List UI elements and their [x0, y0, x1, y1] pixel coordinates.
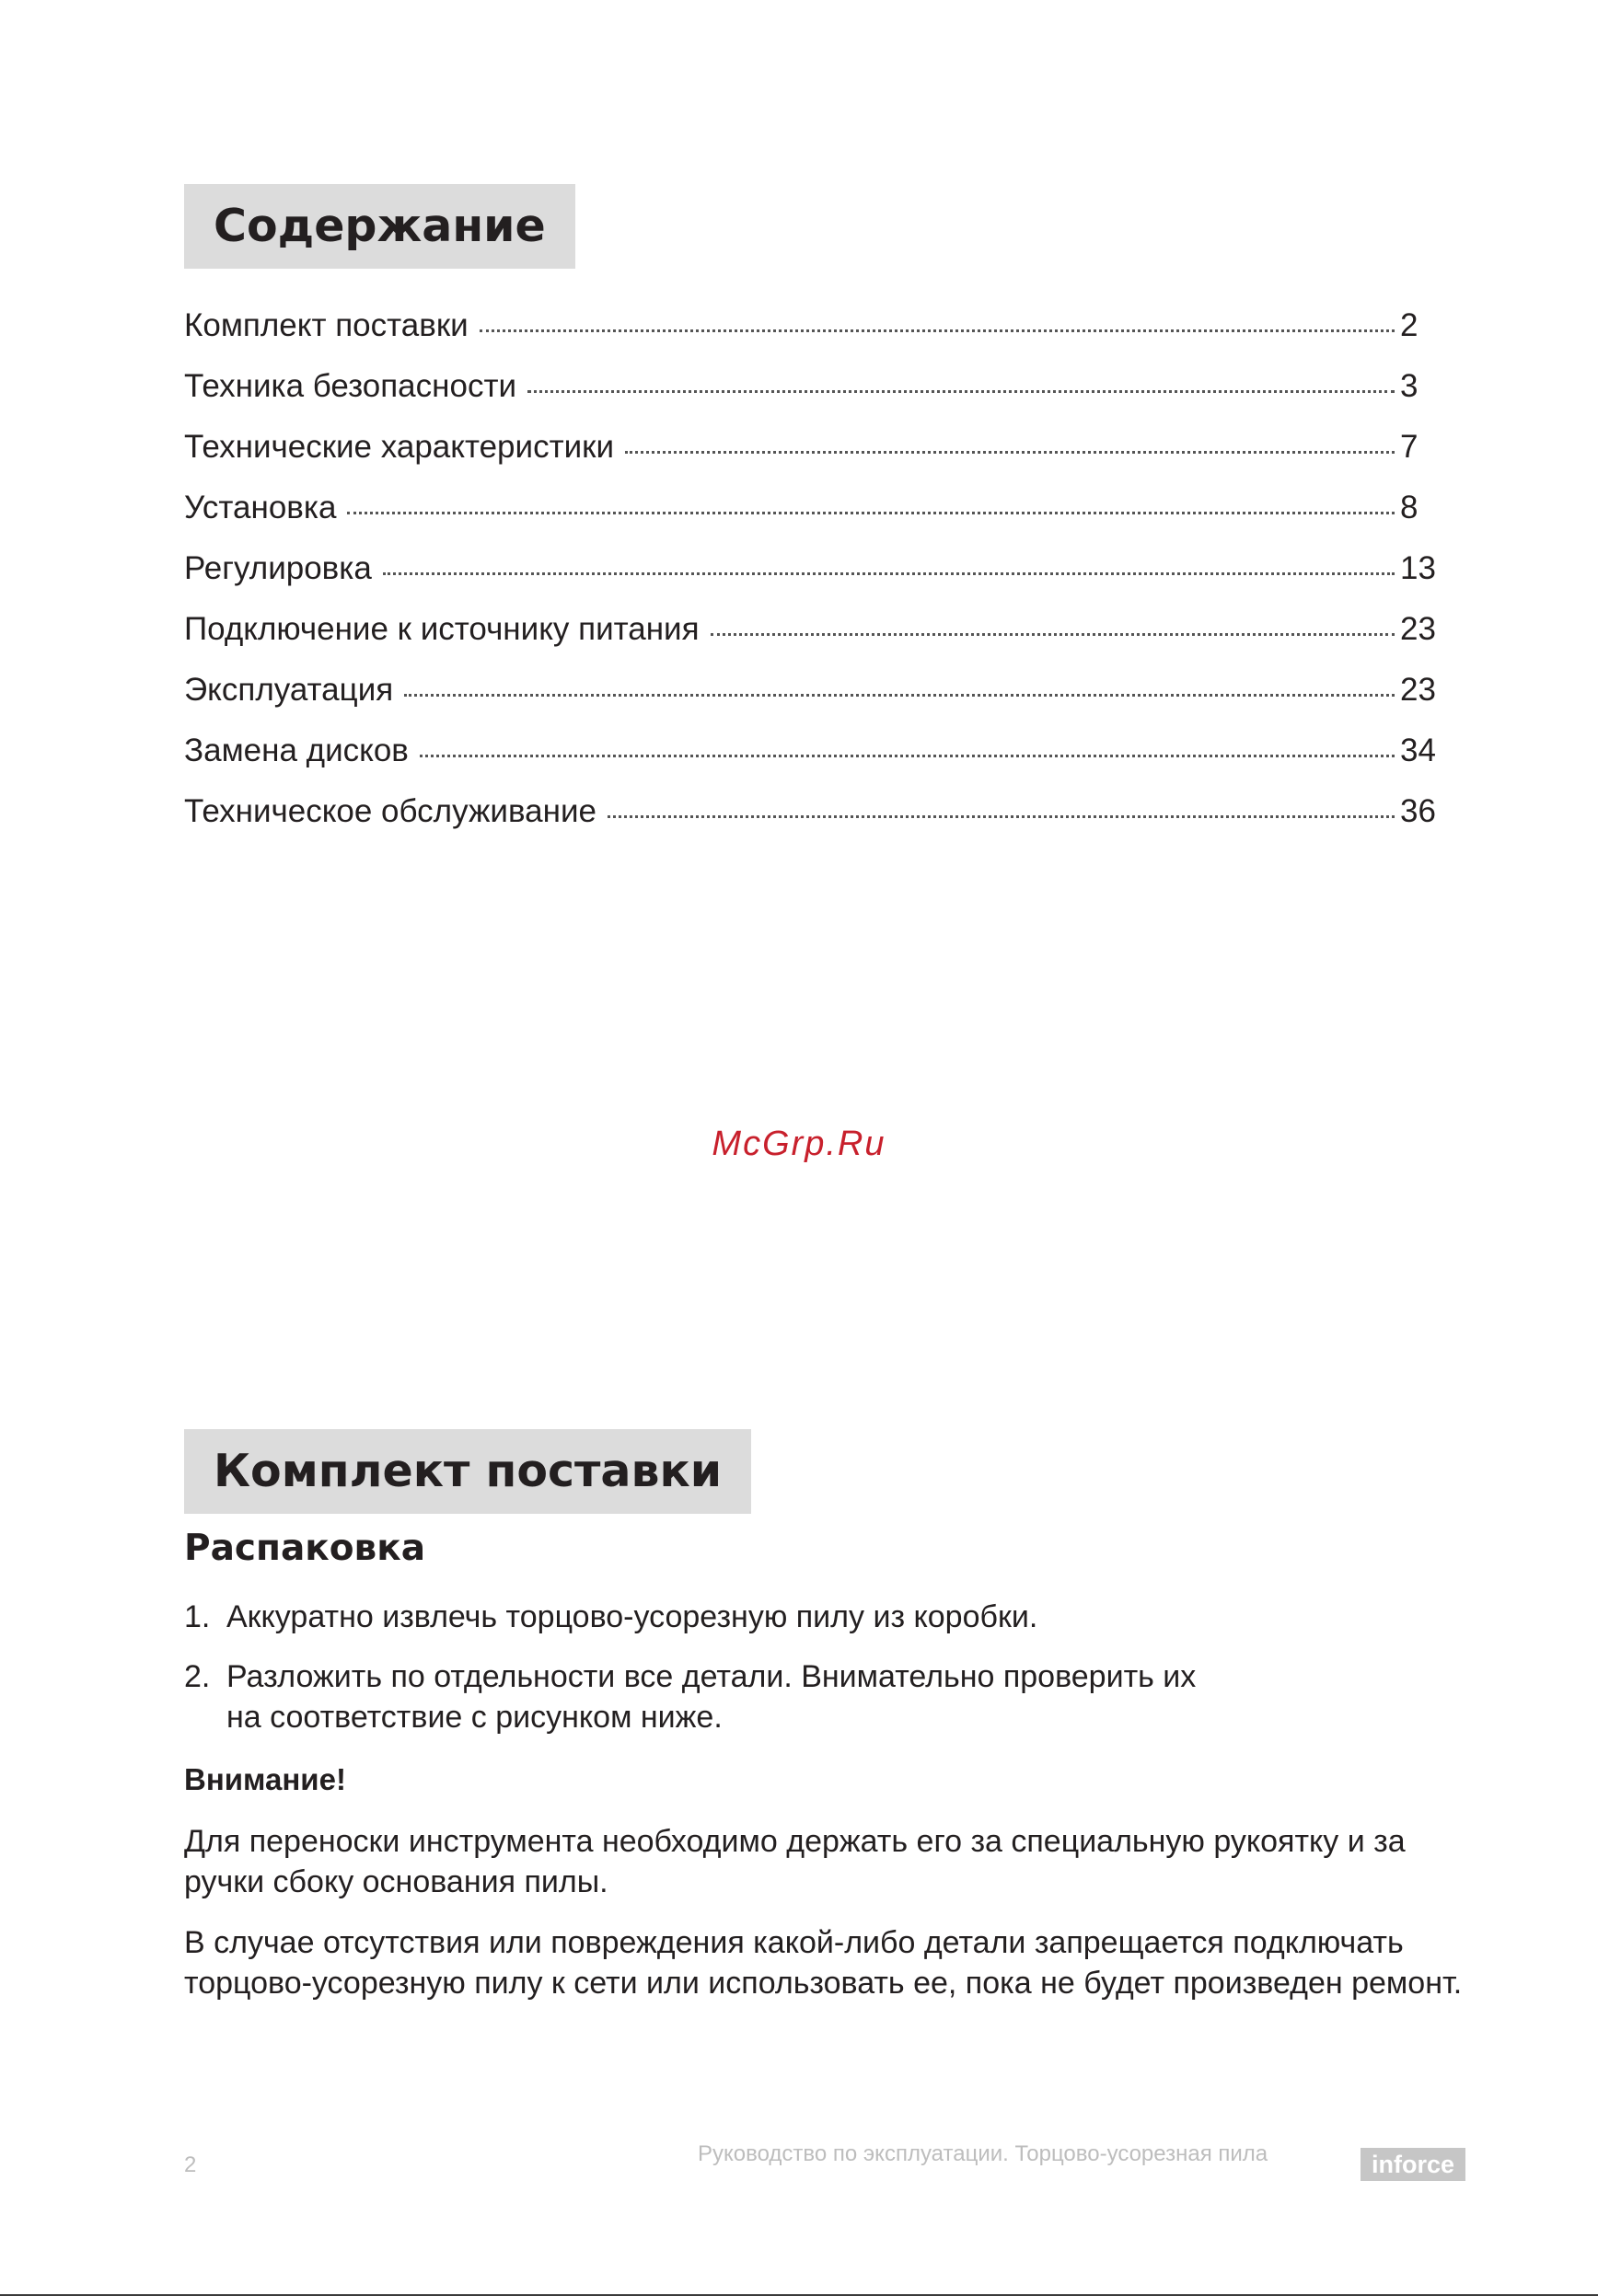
warning-paragraph: Для переноски инструмента необходимо держать его за специальную рукоятку и за ручки сбоку основания пилы. — [184, 1824, 1406, 1899]
step-text: Аккуратно извлечь торцово-усорезную пилу из коробки. — [226, 1599, 1038, 1634]
unpacking-subtitle: Распаковка — [184, 1528, 426, 1569]
step-number: 2. — [184, 1659, 211, 1694]
toc-entry-label: Регулировка — [184, 550, 372, 586]
toc-entry-label: Комплект поставки — [184, 307, 469, 343]
toc-leader — [404, 694, 1395, 697]
footer-title: Руководство по эксплуатации. Торцово-усорезная пила — [698, 2141, 1268, 2166]
toc-entry-label: Технические характеристики — [184, 429, 615, 465]
toc-entry-label: Техническое обслуживание — [184, 793, 596, 829]
toc-entry-page: 7 — [1400, 429, 1419, 465]
list-item — [184, 1597, 1289, 1637]
footer-page-number: 2 — [184, 2152, 197, 2177]
toc-entry[interactable] — [184, 604, 1442, 664]
toc-entry-page: 23 — [1400, 672, 1436, 708]
toc-entry[interactable] — [184, 786, 1442, 847]
toc-entry[interactable] — [184, 664, 1442, 725]
toc-entry[interactable] — [184, 543, 1442, 604]
toc-entry-label: Техника безопасности — [184, 368, 517, 404]
toc-entry[interactable] — [184, 421, 1442, 482]
toc-entry-page: 2 — [1400, 307, 1419, 343]
toc-entry[interactable] — [184, 482, 1442, 543]
unpacking-steps — [184, 1597, 1289, 1757]
list-item — [184, 1656, 1289, 1737]
toc-entry[interactable] — [184, 300, 1442, 361]
toc-leader — [608, 815, 1395, 818]
toc-entry-label: Эксплуатация — [184, 672, 394, 708]
kit-heading: Комплект поставки — [184, 1429, 751, 1514]
toc-entry-label: Замена дисков — [184, 733, 409, 768]
toc-leader — [420, 755, 1395, 757]
toc-entry-page: 3 — [1400, 368, 1419, 404]
toc-leader — [480, 329, 1395, 332]
toc-list — [184, 300, 1442, 847]
toc-leader — [347, 512, 1395, 514]
toc-entry-label: Установка — [184, 490, 337, 525]
toc-entry-page: 23 — [1400, 611, 1436, 647]
step-text: Разложить по отдельности все детали. Внимательно проверить их на соответствие с рисунком ниже. — [226, 1659, 1197, 1735]
toc-leader — [527, 390, 1395, 393]
toc-entry-page: 36 — [1400, 793, 1436, 829]
toc-entry[interactable] — [184, 361, 1442, 421]
warning-title: Внимание! — [184, 1762, 346, 1796]
toc-leader — [711, 633, 1395, 636]
warning-paragraph: В случае отсутствия или повреждения какой-либо детали запрещается подключать торцово-усорезную пилу к сети или использовать ее, пока не будет произведен ремонт. — [184, 1925, 1463, 2001]
toc-entry-label: Подключение к источнику питания — [184, 611, 700, 647]
toc-entry-page: 13 — [1400, 550, 1436, 586]
toc-leader — [383, 572, 1395, 575]
watermark-link[interactable]: McGrp.Ru — [712, 1125, 886, 1163]
toc-entry-page: 8 — [1400, 490, 1419, 525]
toc-leader — [625, 451, 1395, 454]
step-number: 1. — [184, 1599, 211, 1634]
toc-heading: Содержание — [184, 184, 575, 269]
toc-entry-page: 34 — [1400, 733, 1436, 768]
toc-entry[interactable] — [184, 725, 1442, 786]
brand-logo: inforce — [1361, 2148, 1465, 2181]
